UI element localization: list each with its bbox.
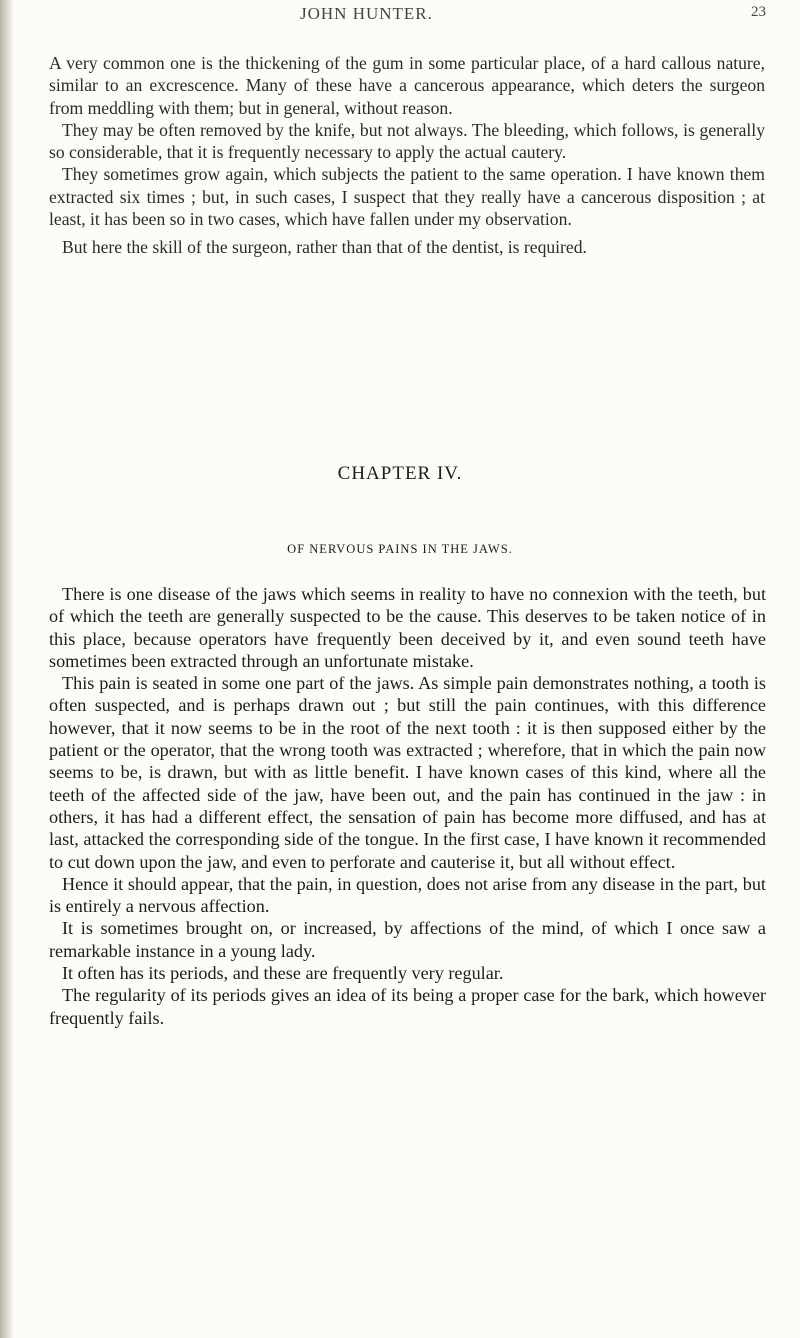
paragraph: They may be often removed by the knife, but not always. The bleeding, which follows, is generally so considerable, that it is frequently necessary to apply the actual cautery.	[49, 119, 765, 163]
paragraph: Hence it should appear, that the pain, in question, does not arise from any disease in the part, but is entirely a nervous affection.	[49, 873, 766, 917]
continued-text-block	[49, 52, 765, 259]
paragraph: It often has its periods, and these are frequently very regular.	[62, 963, 504, 984]
chapter-heading: CHAPTER IV.	[337, 463, 463, 484]
paragraph: But here the skill of the surgeon, rather than that of the dentist, is required.	[62, 237, 587, 258]
paragraph: The regularity of its periods gives an idea of its being a proper case for the bark, which however frequently fails.	[49, 985, 766, 1028]
chapter-subtitle: OF NERVOUS PAINS IN THE JAWS.	[287, 542, 513, 556]
paragraph: It is sometimes brought on, or increased, by affections of the mind, of which I once saw a remarkable instance in a young lady.	[49, 918, 766, 961]
paragraph: This pain is seated in some one part of the jaws. As simple pain demonstrates nothing, a tooth is often suspected, and is perhaps drawn out ; but still the pain continues, with this difference however, that it now seems to be in the root of the next tooth : it is then supposed either by the patient or the operator, that the wrong tooth was extracted ; wherefore, that in which the pain now seems to be, is drawn, but with as little benefit. I have known cases of this kind, where all the teeth of the affected side of the jaw, have been out, and the pain has continued in the jaw : in others, it has had a different effect, the sensation of pain has become more diffused, and has at last, attacked the corresponding side of the tongue. In the first case, I have known it recommended to cut down upon the jaw, and even to perforate and cauterise it, but all without effect.	[49, 673, 766, 872]
paragraph: They sometimes grow again, which subjects the patient to the same operation. I have known them extracted six times ; but, in such cases, I suspect that they really have a cancerous disposition ; at least, it has been so in two cases, which have fallen under my observation.	[49, 164, 765, 230]
page-binding-shadow	[0, 0, 14, 1338]
chapter-body	[49, 583, 766, 1029]
running-head	[0, 4, 800, 28]
running-head-title: JOHN HUNTER.	[300, 4, 433, 23]
page-number: 23	[751, 4, 766, 20]
paragraph: A very common one is the thickening of the gum in some particular place, of a hard callous nature, similar to an excrescence. Many of these have a cancerous appearance, which deters the surgeon from meddling with them; but in general, without reason.	[49, 53, 765, 118]
paragraph: There is one disease of the jaws which seems in reality to have no connexion with the teeth, but of which the teeth are generally suspected to be the cause. This deserves to be taken notice of in this place, because operators have frequently been deceived by it, and even sound teeth have sometimes been extracted through an unfortunate mistake.	[49, 584, 766, 671]
